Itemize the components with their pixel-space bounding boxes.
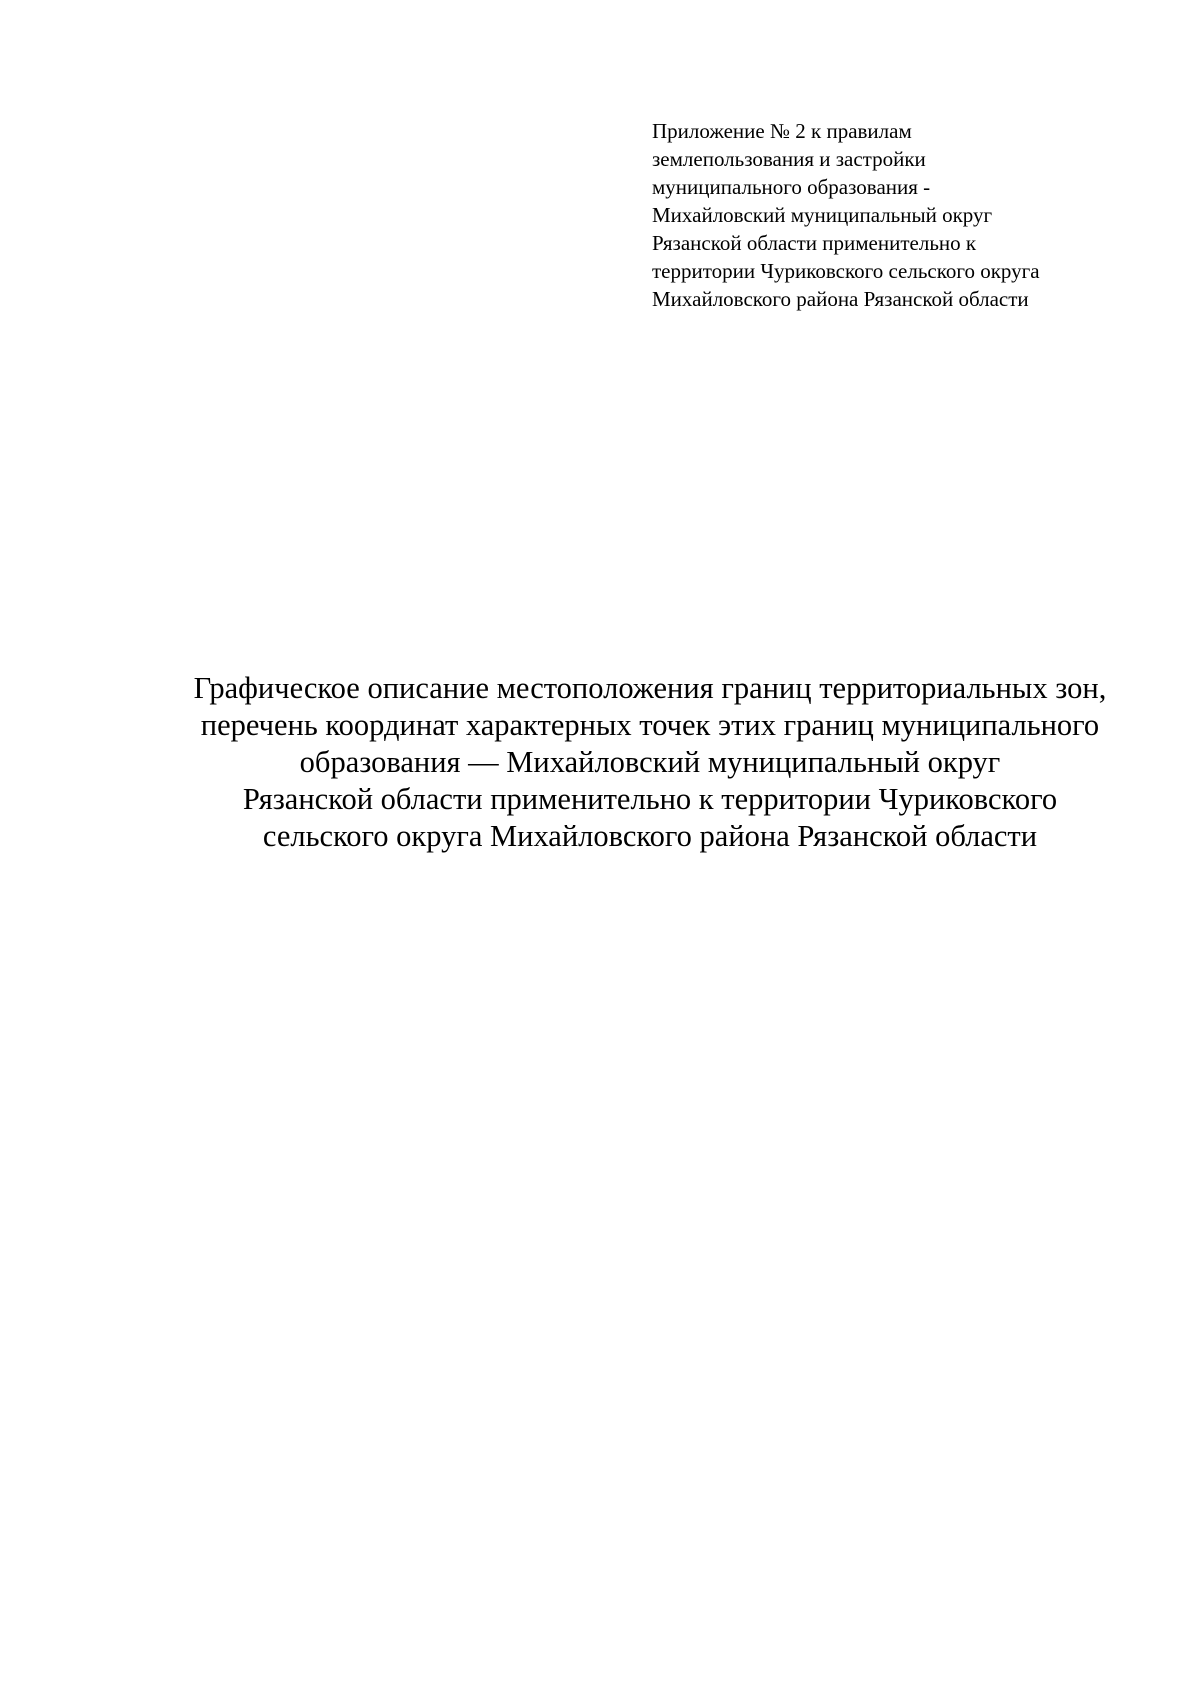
- title-line: перечень координат характерных точек этих границ муниципального: [200, 708, 1100, 742]
- annex-line: Приложение № 2 к правилам: [652, 119, 912, 143]
- document-title: [100, 670, 1200, 855]
- title-line: сельского округа Михайловского района Рязанской области: [262, 819, 1038, 853]
- title-line: Рязанской области применительно к территории Чуриковского: [242, 782, 1058, 816]
- annex-line: Рязанской области применительно к: [652, 231, 977, 255]
- annex-line: территории Чуриковского сельского округа: [652, 259, 1040, 283]
- annex-line: Михайловского района Рязанской области: [652, 287, 1029, 311]
- annex-line: землепользования и застройки: [652, 147, 926, 171]
- title-line: Графическое описание местоположения границ территориальных зон,: [193, 671, 1107, 705]
- title-line: образования — Михайловский муниципальный округ: [299, 745, 1001, 779]
- annex-line: Михайловский муниципальный округ: [652, 203, 993, 227]
- annex-line: муниципального образования -: [652, 175, 931, 199]
- annex-note: [652, 117, 1172, 313]
